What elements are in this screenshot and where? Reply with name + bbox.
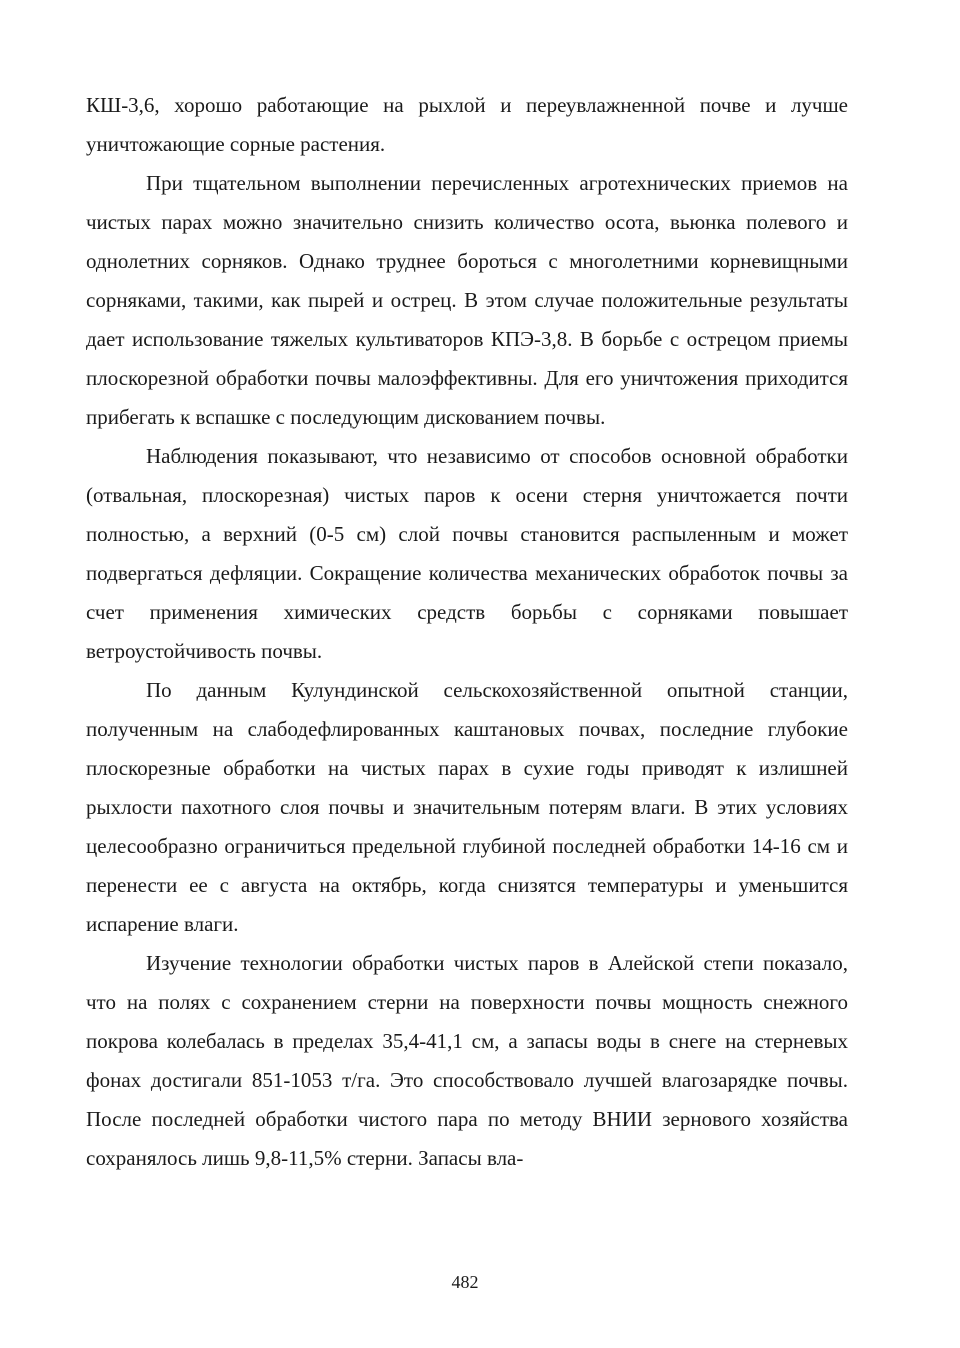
paragraph: По данным Кулундинской сельскохозяйственной опытной станции, полученным на слабодефлированных каштановых почвах, последние глубокие плоскорезные обработки на чистых парах в сухие годы приводят к излишней рыхлости пахотного слоя почвы и значительным потерям влаги. В этих условиях целесообразно ограничиться предельной глубиной последней обработки 14-16 см и перенести ее с августа на октябрь, когда снизятся температуры и уменьшится испарение влаги.: [86, 678, 848, 936]
paragraph: Изучение технологии обработки чистых паров в Алейской степи показало, что на полях с сохранением стерни на поверхности почвы мощность снежного покрова колебалась в пределах 35,4-41,1 см, а запасы воды в снеге на стерневых фонах достигали 851-1053 т/га. Это способствовало лучшей влагозарядке почвы. После последней обработки чистого пара по методу ВНИИ зернового хозяйства сохранялось лишь 9,8-11,5% стерни. Запасы вла-: [86, 951, 848, 1170]
paragraph: Наблюдения показывают, что независимо от способов основной обработки (отвальная, плоскорезная) чистых паров к осени стерня уничтожается почти полностью, а верхний (0-5 см) слой почвы становится распыленным и может подвергаться дефляции. Сокращение количества механических обработок почвы за счет применения химических средств борьбы с сорняками повышает ветроустойчивость почвы.: [86, 444, 848, 663]
page-number: 482: [451, 1272, 479, 1292]
paragraph-continuation: КШ-3,6, хорошо работающие на рыхлой и переувлажненной почве и лучше уничтожающие сорные растения.: [86, 93, 848, 156]
paragraph: При тщательном выполнении перечисленных агротехнических приемов на чистых парах можно значительно снизить количество осота, вьюнка полевого и однолетних сорняков. Однако труднее бороться с многолетними корневищными сорняками, такими, как пырей и острец. В этом случае положительные результаты дает использование тяжелых культиваторов КПЭ-3,8. В борьбе с острецом приемы плоскорезной обработки почвы малоэффективны. Для его уничтожения приходится прибегать к вспашке с последующим дискованием почвы.: [86, 171, 848, 429]
body-text: [86, 86, 848, 1178]
